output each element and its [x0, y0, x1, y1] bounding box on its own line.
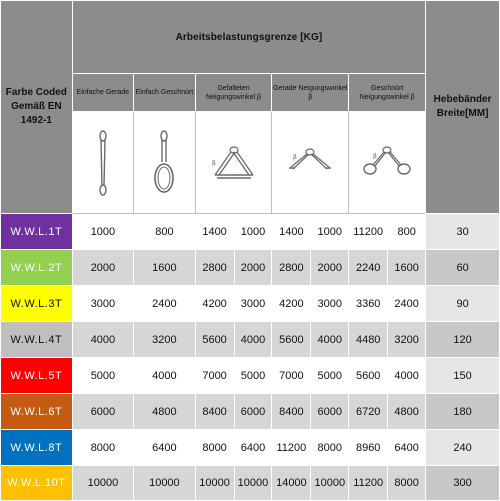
straight-angle-icon [272, 112, 349, 214]
wll-label: W.W.L.6T [1, 394, 73, 430]
value-cell: 5000 [234, 358, 272, 394]
sling-width-cell: 150 [426, 358, 500, 394]
wll-label: W.W.L.8T [1, 430, 73, 466]
wll-label: W.W.L.1T [1, 214, 73, 250]
working-load-limit-header: Arbeitsbelastungsgrenze [KG] [72, 1, 425, 74]
value-cell: 2800 [195, 250, 234, 286]
value-cell: 6400 [388, 430, 426, 466]
sling-width-header: Hebebänder Breite[MM] [426, 1, 500, 214]
wll-label: W.W.L.10T [1, 466, 73, 501]
sling-width-cell: 90 [426, 286, 500, 322]
svg-text:β: β [373, 152, 378, 160]
value-cell: 6000 [234, 394, 272, 430]
table-row [1, 322, 500, 358]
value-cell: 8000 [388, 466, 426, 501]
value-cell: 6000 [72, 394, 133, 430]
value-cell: 8000 [311, 430, 349, 466]
value-cell: 1600 [388, 250, 426, 286]
value-cell: 10000 [311, 466, 349, 501]
folded-basket-icon [195, 112, 272, 214]
value-cell: 6720 [349, 394, 388, 430]
value-cell: 3360 [349, 286, 388, 322]
sling-width-cell: 240 [426, 430, 500, 466]
value-cell: 4000 [234, 322, 272, 358]
method-choked-angle-label: Geschnürt Neigungswinkel β [349, 74, 426, 112]
value-cell: 5600 [272, 322, 311, 358]
wll-label: W.W.L.2T [1, 250, 73, 286]
value-cell: 8000 [195, 430, 234, 466]
value-cell: 2000 [72, 250, 133, 286]
value-cell: 4000 [72, 322, 133, 358]
wll-label: W.W.L.3T [1, 286, 73, 322]
value-cell: 4480 [349, 322, 388, 358]
value-cell: 1400 [195, 214, 234, 250]
value-cell: 4000 [388, 358, 426, 394]
value-cell: 1600 [134, 250, 195, 286]
value-cell: 4000 [311, 322, 349, 358]
value-cell: 8960 [349, 430, 388, 466]
method-folded-angle-label: Gefalteten Neigungswinkel β [195, 74, 272, 112]
table-row [1, 286, 500, 322]
value-cell: 2000 [234, 250, 272, 286]
value-cell: 800 [134, 214, 195, 250]
value-cell: 10000 [134, 466, 195, 501]
value-cell: 2400 [388, 286, 426, 322]
table-row [1, 394, 500, 430]
value-cell: 8000 [72, 430, 133, 466]
value-cell: 8400 [272, 394, 311, 430]
value-cell: 2800 [272, 250, 311, 286]
table-row [1, 466, 500, 501]
color-code-header: Farbe Coded Gemäß EN 1492-1 [1, 1, 73, 214]
value-cell: 5600 [195, 322, 234, 358]
value-cell: 11200 [349, 466, 388, 501]
value-cell: 1000 [234, 214, 272, 250]
value-cell: 4800 [134, 394, 195, 430]
value-cell: 5600 [349, 358, 388, 394]
sling-width-cell: 30 [426, 214, 500, 250]
value-cell: 10000 [72, 466, 133, 501]
value-cell: 3000 [311, 286, 349, 322]
value-cell: 3200 [134, 322, 195, 358]
value-cell: 1000 [72, 214, 133, 250]
value-cell: 2240 [349, 250, 388, 286]
method-straight-label: Einfache Gerade [72, 74, 133, 112]
method-choked-label: Einfach Geschnürt [134, 74, 195, 112]
value-cell: 10000 [234, 466, 272, 501]
value-cell: 6400 [134, 430, 195, 466]
value-cell: 7000 [272, 358, 311, 394]
straight-sling-icon [72, 112, 133, 214]
value-cell: 6000 [311, 394, 349, 430]
wll-label: W.W.L.4T [1, 322, 73, 358]
value-cell: 6400 [234, 430, 272, 466]
value-cell: 3000 [72, 286, 133, 322]
svg-text:β: β [293, 153, 298, 161]
table-row [1, 358, 500, 394]
value-cell: 5000 [72, 358, 133, 394]
value-cell: 11200 [349, 214, 388, 250]
choked-angle-icon [349, 112, 426, 214]
table-row [1, 430, 500, 466]
value-cell: 14000 [272, 466, 311, 501]
value-cell: 4200 [272, 286, 311, 322]
sling-width-cell: 300 [426, 466, 500, 501]
svg-text:β: β [211, 159, 216, 167]
value-cell: 3200 [388, 322, 426, 358]
value-cell: 8400 [195, 394, 234, 430]
value-cell: 4000 [134, 358, 195, 394]
method-straight-angle-label: Gerade Neigungswinkel β [272, 74, 349, 112]
choked-sling-icon [134, 112, 195, 214]
sling-width-cell: 60 [426, 250, 500, 286]
value-cell: 1400 [272, 214, 311, 250]
wll-label: W.W.L.5T [1, 358, 73, 394]
value-cell: 2400 [134, 286, 195, 322]
table-row [1, 250, 500, 286]
value-cell: 10000 [195, 466, 234, 501]
value-cell: 7000 [195, 358, 234, 394]
value-cell: 800 [388, 214, 426, 250]
sling-width-cell: 180 [426, 394, 500, 430]
value-cell: 2000 [311, 250, 349, 286]
value-cell: 3000 [234, 286, 272, 322]
value-cell: 11200 [272, 430, 311, 466]
value-cell: 5000 [311, 358, 349, 394]
value-cell: 4200 [195, 286, 234, 322]
value-cell: 4800 [388, 394, 426, 430]
table-row [1, 214, 500, 250]
value-cell: 1000 [311, 214, 349, 250]
sling-width-cell: 120 [426, 322, 500, 358]
